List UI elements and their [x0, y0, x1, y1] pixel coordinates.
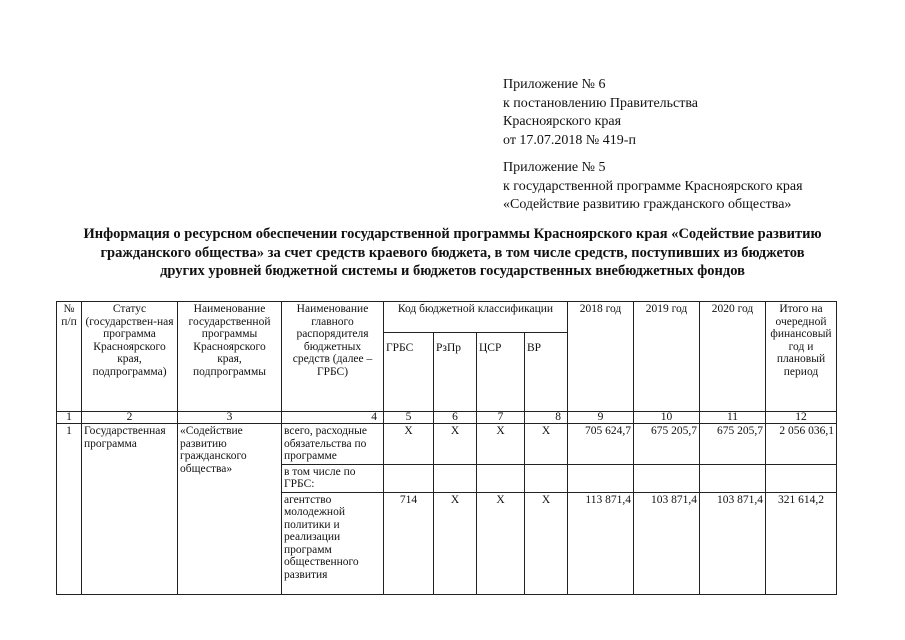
- empty-cell: [568, 464, 634, 492]
- row-label-total: всего, расходные обязательства по программе: [282, 424, 384, 465]
- header-code: Код бюджетной классификации: [384, 302, 568, 333]
- header-csr: ЦСР: [477, 333, 525, 412]
- col-number: 10: [634, 412, 700, 424]
- appendix-5-line: Приложение № 5: [503, 160, 606, 175]
- resource-table: [56, 301, 837, 595]
- cell-vr: Х: [525, 492, 568, 594]
- cell-rzpr: Х: [434, 492, 477, 594]
- appendix-6-line: Красноярского края: [503, 114, 622, 129]
- column-number-row: [57, 412, 837, 424]
- row-label-by-grbs: в том числе по ГРБС:: [282, 464, 384, 492]
- cell-grbs: 714: [384, 492, 434, 594]
- appendix-5-block: [503, 159, 803, 215]
- cell-2019: 103 871,4: [634, 492, 700, 594]
- cell-2020: 675 205,7: [700, 424, 766, 465]
- col-number: 12: [766, 412, 837, 424]
- col-number: 9: [568, 412, 634, 424]
- row-num: 1: [57, 424, 82, 595]
- appendix-6-line: к постановлению Правительства: [503, 95, 699, 111]
- cell-2018: 705 624,7: [568, 424, 634, 465]
- row-program-name: «Содействие развитию гражданского общества»: [178, 424, 282, 595]
- appendix-6-line: от 17.07.2018 № 419-п: [503, 132, 636, 148]
- empty-cell: [477, 464, 525, 492]
- header-rzpr: РзПр: [434, 333, 477, 412]
- cell-vr: Х: [525, 424, 568, 465]
- table-row: [57, 424, 837, 465]
- empty-cell: [525, 464, 568, 492]
- col-number: 11: [700, 412, 766, 424]
- cell-grbs: Х: [384, 424, 434, 465]
- appendix-6-line: Приложение № 6: [503, 77, 606, 92]
- header-2019: 2019 год: [634, 302, 700, 412]
- cell-2020: 103 871,4: [700, 492, 766, 594]
- header-grbs-name: Наименование главного распорядителя бюджетных средств (далее – ГРБС): [282, 302, 384, 412]
- row-status: Государственная программа: [82, 424, 178, 595]
- header-name: Наименование государственной программы Красноярского края, подпрограммы: [178, 302, 282, 412]
- cell-total: 2 056 036,1: [766, 424, 837, 465]
- header-grbs: ГРБС: [384, 333, 434, 412]
- header-status: Статус (государствен-ная программа Красноярского края, подпрограмма): [82, 302, 178, 412]
- empty-cell: [634, 464, 700, 492]
- header-2020: 2020 год: [700, 302, 766, 412]
- cell-rzpr: Х: [434, 424, 477, 465]
- empty-cell: [434, 464, 477, 492]
- header-num: № п/п: [57, 302, 82, 412]
- col-number: 3: [178, 412, 282, 424]
- header-total: Итого на очередной финансовый год и плановый период: [766, 302, 837, 412]
- header-2018: 2018 год: [568, 302, 634, 412]
- appendix-5-line: к государственной программе Красноярского края: [503, 178, 803, 194]
- col-number: 4: [282, 412, 384, 424]
- col-number: 1: [57, 412, 82, 424]
- title-line: Информация о ресурсном обеспечении государственной программы Красноярского края «Содействие развитию: [83, 226, 822, 242]
- document-title: [40, 225, 865, 281]
- title-line: гражданского общества» за счет средств краевого бюджета, в том числе средств, поступивших из бюджетов: [100, 244, 805, 261]
- cell-2018: 113 871,4: [568, 492, 634, 594]
- cell-total: 321 614,2: [766, 492, 837, 594]
- appendix-6-block: [503, 76, 698, 150]
- col-number: 6: [434, 412, 477, 424]
- empty-cell: [766, 464, 837, 492]
- row-label-agency: агентство молодежной политики и реализации программ общественного развития: [282, 492, 384, 594]
- col-number: 7: [477, 412, 525, 424]
- appendix-5-line: «Содействие развитию гражданского общества»: [503, 197, 792, 212]
- empty-cell: [700, 464, 766, 492]
- col-number: 5: [384, 412, 434, 424]
- col-number: 8: [525, 412, 568, 424]
- cell-csr: Х: [477, 424, 525, 465]
- cell-csr: Х: [477, 492, 525, 594]
- cell-2019: 675 205,7: [634, 424, 700, 465]
- title-line: других уровней бюджетной системы и бюджетов государственных внебюджетных фондов: [160, 263, 745, 279]
- empty-cell: [384, 464, 434, 492]
- col-number: 2: [82, 412, 178, 424]
- header-vr: ВР: [525, 333, 568, 412]
